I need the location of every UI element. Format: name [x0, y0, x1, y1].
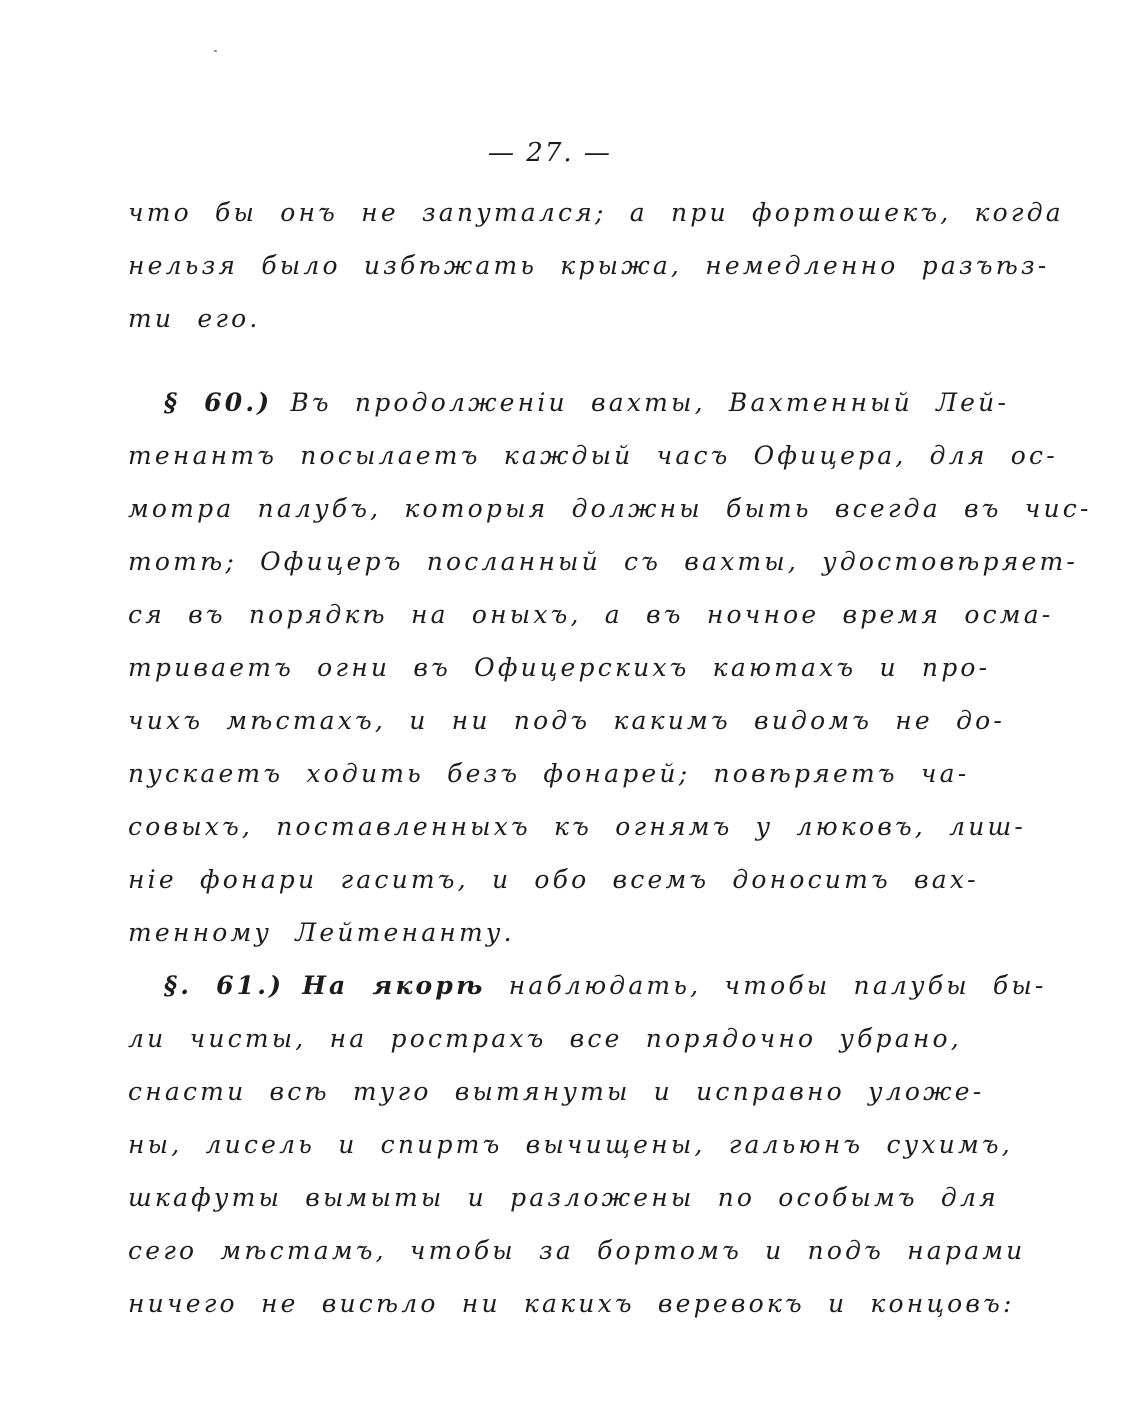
- text-line: сего мѣстамъ, чтобы за бортомъ и подъ нарами: [128, 1236, 1026, 1265]
- text-line: ны, лисель и спиртъ вычищены, гальюнъ сухимъ,: [128, 1130, 1013, 1159]
- text-line: ли чисты, на рострахъ все порядочно убрано,: [128, 1024, 962, 1053]
- text-line: что бы онъ не запутался; а при фортошекъ, когда: [128, 198, 1064, 227]
- section-number: § 60.): [164, 388, 273, 417]
- page-number: — 27. —: [488, 138, 612, 168]
- lead-phrase: На якорѣ: [302, 971, 486, 1000]
- text-line: совыхъ, поставленныхъ къ огнямъ у люковъ, лиш-: [128, 812, 1027, 841]
- text-line: тотѣ; Офицеръ посланный съ вахты, удостовѣряет-: [128, 547, 1079, 576]
- text-segment: Въ продолженіи вахты, Вахтенный Лей-: [290, 388, 1010, 417]
- text-line: нельзя было избѣжать крыжа, немедленно разъѣз-: [128, 251, 1050, 280]
- section-61-first-line: [128, 959, 1047, 1012]
- paper-speck: [214, 50, 217, 52]
- text-line: пускаетъ ходить безъ фонарей; повѣряетъ ча-: [128, 759, 970, 788]
- text-line: ти его.: [128, 304, 261, 333]
- text-line: снасти всѣ туго вытянуты и исправно уложе-: [128, 1077, 985, 1106]
- text-line: ніе фонари гаситъ, и обо всемъ доноситъ вах-: [128, 865, 979, 894]
- section-60-first-line: [128, 376, 1010, 429]
- text-line: мотра палубъ, которыя должны быть всегда въ чис-: [128, 494, 1092, 523]
- text-line: шкафуты вымыты и разложены по особымъ для: [128, 1183, 999, 1212]
- section-number: §. 61.): [164, 971, 285, 1000]
- text-line: тенантъ посылаетъ каждый часъ Офицера, для ос-: [128, 441, 1058, 470]
- text-line: ся въ порядкѣ на оныхъ, а въ ночное время осма-: [128, 600, 1054, 629]
- text-line: ничего не висѣло ни какихъ веревокъ и концовъ:: [128, 1289, 1015, 1318]
- manuscript-text: [128, 186, 1092, 1330]
- text-line: чихъ мѣстахъ, и ни подъ какимъ видомъ не до-: [128, 706, 1006, 735]
- text-line: тенному Лейтенанту.: [128, 918, 515, 947]
- text-segment: наблюдать, чтобы палубы бы-: [508, 971, 1047, 1000]
- text-line: триваетъ огни въ Офицерскихъ каютахъ и про-: [128, 653, 991, 682]
